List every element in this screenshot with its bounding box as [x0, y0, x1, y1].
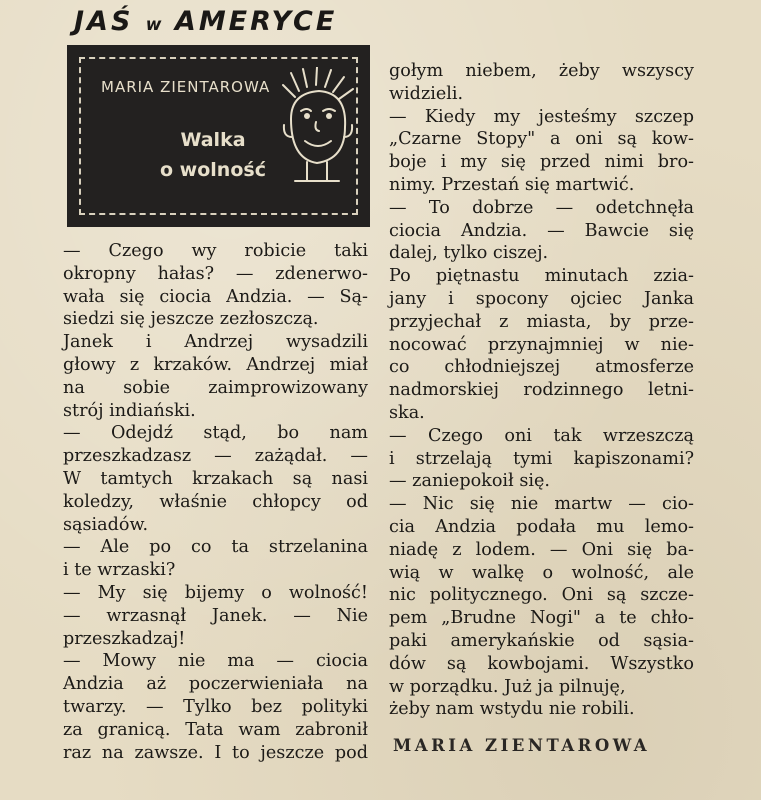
- paragraph-line: dalej, tylko ciszej.: [389, 243, 549, 264]
- header-title-part2: AMERYCE: [174, 6, 338, 37]
- paragraph-line: niadę z lodem. — Oni się ba-: [389, 539, 694, 560]
- paragraph-line: ciocia Andzia. — Bawcie się: [389, 220, 694, 241]
- article-title: [143, 125, 283, 185]
- paragraph-line: — zaniepokoił się.: [389, 471, 551, 492]
- boy-face-illustration: [281, 67, 355, 187]
- paragraph-line: „Czarne Stopy" a oni są kow-: [389, 129, 694, 150]
- text-column-left: [63, 240, 368, 764]
- header-title-connector: w: [145, 15, 163, 35]
- paragraph-line: siedzi się jeszcze zezłoszczą.: [63, 309, 319, 330]
- article-title-line2: o wolność: [160, 159, 266, 181]
- paragraph-line: ska.: [389, 402, 425, 423]
- paragraph-line: Po piętnastu minutach zzia-: [389, 266, 694, 287]
- paragraph-line: na sobie zaimprowizowany: [63, 377, 368, 398]
- paragraph-line: i strzelają tymi kapiszonami?: [389, 448, 694, 469]
- paragraph-line: — Mowy nie ma — ciocia: [63, 651, 368, 672]
- paragraph-line: — Odejdź stąd, bo nam: [63, 423, 368, 444]
- paragraph-line: pem „Brudne Nogi" a te chło-: [389, 608, 694, 629]
- paragraph-line: — Ale po co ta strzelanina: [63, 537, 368, 558]
- paragraph-line: i te wrzaski?: [63, 560, 176, 581]
- paragraph-line: przeszkadzaj!: [63, 628, 186, 649]
- paragraph-line: przyjechał z miasta, by prze-: [389, 311, 694, 332]
- paragraph-line: za granicą. Tata wam zabronił: [63, 719, 368, 740]
- paragraph-line: dów są kowbojami. Wszystko: [389, 653, 694, 674]
- paragraph-line: nimy. Przestań się martwić.: [389, 174, 635, 195]
- header-title-part1: JAŚ: [74, 6, 134, 37]
- paragraph-line: koledzy, właśnie chłopcy od: [63, 491, 368, 512]
- paragraph-line: — Czego oni tak wrzeszczą: [389, 425, 694, 446]
- paragraph-line: raz na zawsze. I to jeszcze pod: [63, 742, 368, 763]
- title-logo-box: [67, 45, 370, 227]
- paragraph-line: widzieli.: [389, 83, 464, 104]
- paragraph-line: cia Andzia podała mu lemo-: [389, 516, 694, 537]
- logo-author: MARIA ZIENTAROWA: [101, 78, 271, 96]
- paragraph-line: paki amerykańskie od sąsia-: [389, 630, 694, 651]
- paragraph-line: nadmorskiej rodzinnego letni-: [389, 380, 694, 401]
- paragraph-line: żeby nam wstydu nie robili.: [389, 699, 635, 720]
- paragraph-line: wała się ciocia Andzia. — Są-: [63, 286, 368, 307]
- paragraph-line: boje i my się przed nimi bro-: [389, 152, 694, 173]
- paragraph-line: — wrzasnął Janek. — Nie: [63, 605, 368, 626]
- paragraph-line: strój indiański.: [63, 400, 196, 421]
- article-title-line1: Walka: [180, 129, 246, 151]
- paragraph-line: Andzia aż poczerwieniała na: [63, 674, 368, 695]
- paragraph-line: W tamtych krzakach są nasi: [63, 468, 368, 489]
- paragraph-line: — To dobrze — odetchnęła: [389, 197, 694, 218]
- paragraph-line: — Czego wy robicie taki: [63, 241, 368, 261]
- paragraph-line: Janek i Andrzej wysadzili: [63, 332, 368, 353]
- text-column-right: [389, 60, 694, 721]
- paragraph-line: w porządku. Już ja pilnuję,: [389, 676, 626, 697]
- paragraph-line: nocować przynajmniej w nie-: [389, 334, 694, 355]
- dashed-frame: [79, 57, 358, 215]
- paragraph-line: przeszkadzasz — zażądał. —: [63, 446, 368, 467]
- paragraph-line: — Nic się nie martw — cio-: [389, 494, 694, 515]
- paragraph-line: sąsiadów.: [63, 514, 149, 535]
- paragraph-line: nic politycznego. Oni są szcze-: [389, 585, 694, 606]
- paragraph-line: — My się bijemy o wolność!: [63, 582, 368, 603]
- paragraph-line: co chłodniejszej atmosferze: [389, 357, 694, 378]
- paragraph-line: jany i spocony ojciec Janka: [389, 288, 694, 309]
- paragraph-line: okropny hałas? — zdenerwo-: [63, 263, 368, 284]
- paragraph-line: wią w walkę o wolność, ale: [389, 562, 694, 583]
- paragraph-line: — Kiedy my jesteśmy szczep: [389, 106, 694, 127]
- column-header: [74, 6, 337, 37]
- paragraph-line: twarzy. — Tylko bez polityki: [63, 696, 368, 717]
- paragraph-line: gołym niebem, żeby wszyscy: [389, 61, 694, 81]
- author-signature: MARIA ZIENTAROWA: [393, 736, 651, 755]
- paragraph-line: głowy z krzaków. Andrzej miał: [63, 354, 368, 375]
